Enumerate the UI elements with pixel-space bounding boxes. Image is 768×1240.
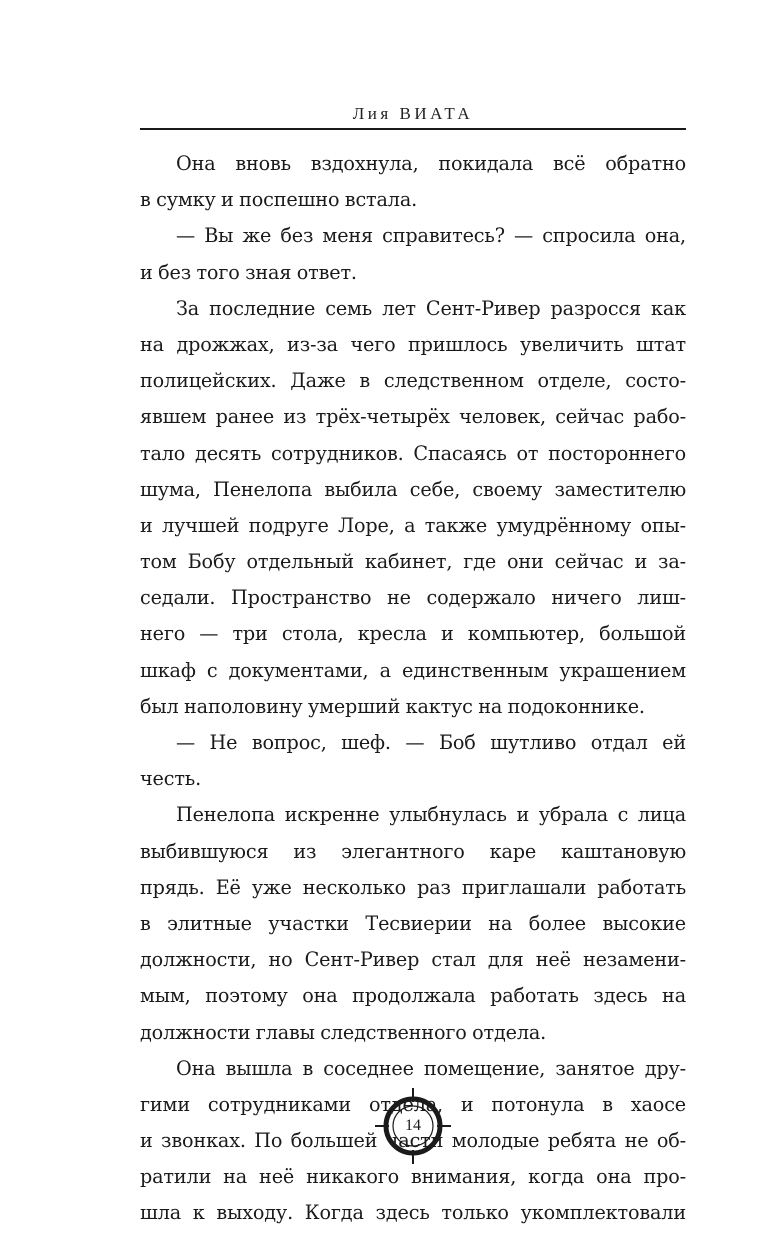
text-line: был наполовину умерший кактус на подоконнике. [140,694,645,718]
text-line: выбившуюся из элегантного каре каштановую [140,839,686,863]
running-head: Лия ВИАТА [352,104,474,123]
text-line: — Вы же без меня справитесь? — спросила она, [176,224,686,248]
text-line: Она вновь вздохнула, покидала всё обратно [176,152,686,175]
text-line: него — три стола, кресла и компьютер, большой [140,622,686,646]
text-line: ратили на неё никакого внимания, когда она про- [140,1165,686,1189]
text-line: прядь. Её уже несколько раз приглашали работать [140,875,686,899]
text-line: шла к выходу. Когда здесь только укомплектовали [140,1201,686,1225]
text-line: на дрожжах, из-за чего пришлось увеличить штат [140,332,686,356]
header-rule [140,128,686,130]
text-line: и без того зная ответ. [140,260,357,284]
body-text [140,146,686,1232]
page-folio [373,1086,453,1166]
text-line: и звонках. По большей части молодые ребята не об- [140,1129,686,1153]
text-line: честь. [140,767,202,791]
text-line: За последние семь лет Сент-Ривер разросся как [176,296,686,320]
text-line: шкаф с документами, а единственным украшением [140,658,686,682]
text-line: мым, поэтому она продолжала работать здесь на [140,984,686,1008]
text-line: должности главы следственного отдела. [140,1020,547,1044]
text-line: Пенелопа искренне улыбнулась и убрала с лица [176,803,686,827]
text-line: седали. Пространство не содержало ничего лиш- [140,586,686,610]
text-line: — Не вопрос, шеф. — Боб шутливо отдал ей [176,731,686,754]
text-line: шума, Пенелопа выбила себе, своему заместителю [140,477,686,501]
text-line: полицейских. Даже в следственном отделе, состо- [140,369,686,393]
text-line: тало десять сотрудников. Спасаясь от постороннего [140,441,686,465]
text-line: в сумку и поспешно встала. [140,188,418,212]
text-line: в элитные участки Тесвиерии на более высокие [140,911,686,935]
text-line: гими сотрудниками отдела, и потонула в хаосе [140,1092,686,1116]
text-line: явшем ранее из трёх-четырёх человек, сейчас рабо- [140,405,686,429]
text-line: том Бобу отдельный кабинет, где они сейчас и за- [140,550,686,574]
text-line: и лучшей подруге Лоре, а также умудрённому опы- [140,513,686,537]
page-number: 14 [405,1117,421,1134]
text-line: Она вышла в соседнее помещение, занятое дру- [176,1056,686,1080]
text-line: должности, но Сент-Ривер стал для неё незамени- [140,948,686,972]
